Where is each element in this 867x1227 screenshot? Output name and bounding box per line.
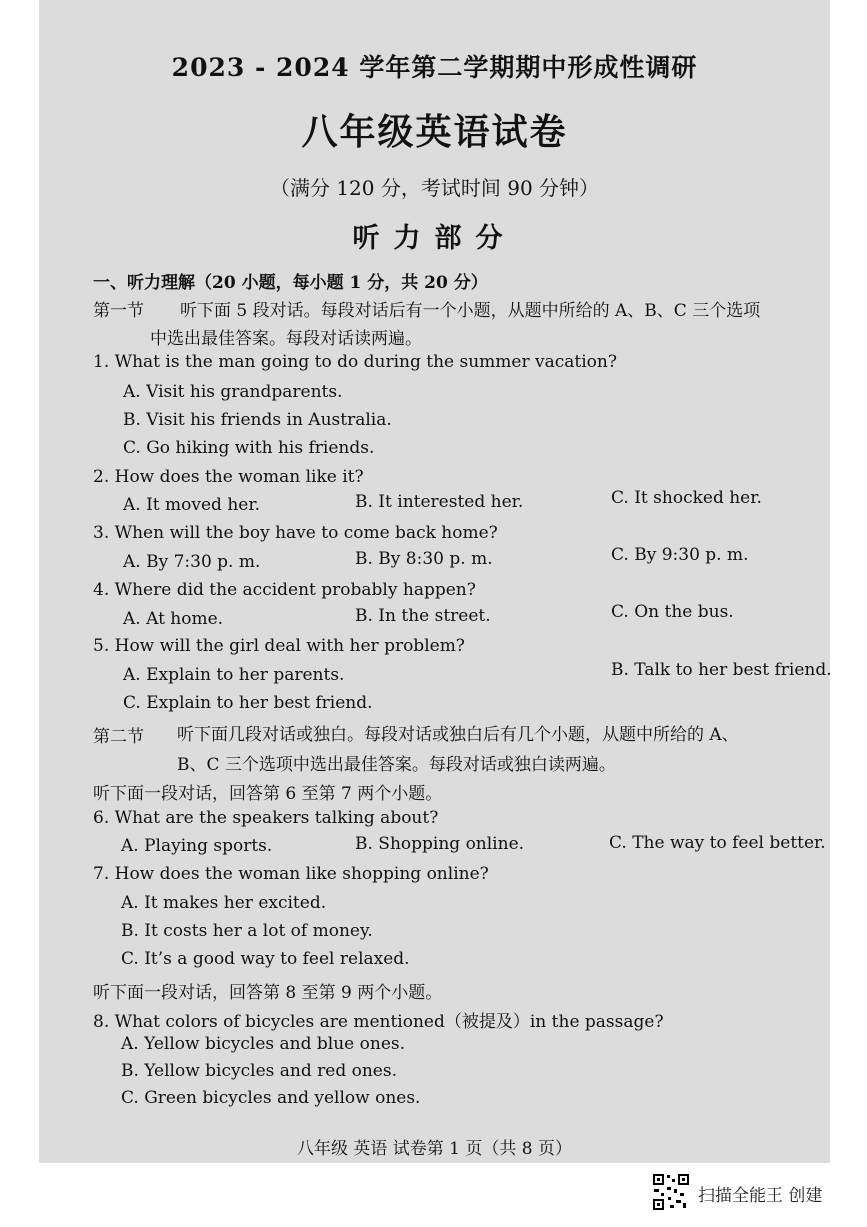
question-stem: 8. What colors of bicycles are mentioned（被提及）in the passage? <box>93 1012 664 1032</box>
option-c: C. By 9:30 p. m. <box>611 545 749 565</box>
option-c: C. It’s a good way to feel relaxed. <box>121 949 410 969</box>
option-c: C. Explain to her best friend. <box>123 693 373 713</box>
question-stem: 3. When will the boy have to come back home? <box>93 523 498 543</box>
option-b: B. By 8:30 p. m. <box>355 549 493 569</box>
option-b: B. It costs her a lot of money. <box>121 921 373 941</box>
question-stem: 7. How does the woman like shopping online? <box>93 864 489 884</box>
option-b: B. In the street. <box>355 606 491 626</box>
part1-label: 第一节 <box>93 301 144 321</box>
part1-instruction: 听下面 5 段对话。每段对话后有一个小题，从题中所给的 A、B、C 三个选项 <box>180 301 761 321</box>
exam-term-title: 2023 - 2024 学年第二学期期中形成性调研 <box>171 53 698 82</box>
watermark-text: 扫描全能王 创建 <box>698 1186 823 1206</box>
question-stem: 4. Where did the accident probably happen? <box>93 580 476 600</box>
option-c: C. Green bicycles and yellow ones. <box>121 1088 421 1108</box>
exam-score-time: （满分 120 分，考试时间 90 分钟） <box>269 176 600 200</box>
option-a: A. It moved her. <box>123 495 261 515</box>
option-b: B. It interested her. <box>355 492 524 512</box>
option-a: A. At home. <box>123 609 224 629</box>
exam-page <box>39 0 830 1163</box>
option-a: A. By 7:30 p. m. <box>123 552 261 572</box>
part2-label: 第二节 <box>93 727 144 747</box>
option-a: A. Yellow bicycles and blue ones. <box>121 1034 406 1054</box>
exam-title: 八年级英语试卷 <box>301 111 568 153</box>
question-stem: 1. What is the man going to do during the summer vacation? <box>93 352 617 372</box>
part2-instruction-cont: B、C 三个选项中选出最佳答案。每段对话或独白读两遍。 <box>177 755 616 775</box>
question-stem: 6. What are the speakers talking about? <box>93 808 439 828</box>
qr-code-icon <box>652 1173 690 1211</box>
option-b: B. Talk to her best friend. <box>611 660 832 680</box>
option-a: A. Explain to her parents. <box>123 665 345 685</box>
question-stem: 5. How will the girl deal with her problem? <box>93 636 465 656</box>
dialogue-intro: 听下面一段对话，回答第 6 至第 7 两个小题。 <box>93 784 443 804</box>
page-footer: 八年级 英语 试卷第 1 页（共 8 页） <box>296 1139 573 1159</box>
question-stem: 2. How does the woman like it? <box>93 467 364 487</box>
option-a: A. Playing sports. <box>121 836 273 856</box>
option-a: A. It makes her excited. <box>121 893 327 913</box>
part1-instruction-cont: 中选出最佳答案。每段对话读两遍。 <box>150 329 422 349</box>
listening-part-title: 听力部分 <box>352 223 517 254</box>
dialogue-intro: 听下面一段对话，回答第 8 至第 9 两个小题。 <box>93 983 443 1003</box>
option-c: C. On the bus. <box>611 602 734 622</box>
option-c: C. The way to feel better. <box>609 833 826 853</box>
option-b: B. Visit his friends in Australia. <box>123 410 392 430</box>
option-b: B. Shopping online. <box>355 834 525 854</box>
option-c: C. It shocked her. <box>611 488 762 508</box>
section-heading: 一、听力理解（20 小题，每小题 1 分，共 20 分） <box>93 273 488 293</box>
option-a: A. Visit his grandparents. <box>123 382 343 402</box>
part2-instruction: 听下面几段对话或独白。每段对话或独白后有几个小题，从题中所给的 A、 <box>177 725 739 745</box>
option-c: C. Go hiking with his friends. <box>123 438 375 458</box>
option-b: B. Yellow bicycles and red ones. <box>121 1061 397 1081</box>
